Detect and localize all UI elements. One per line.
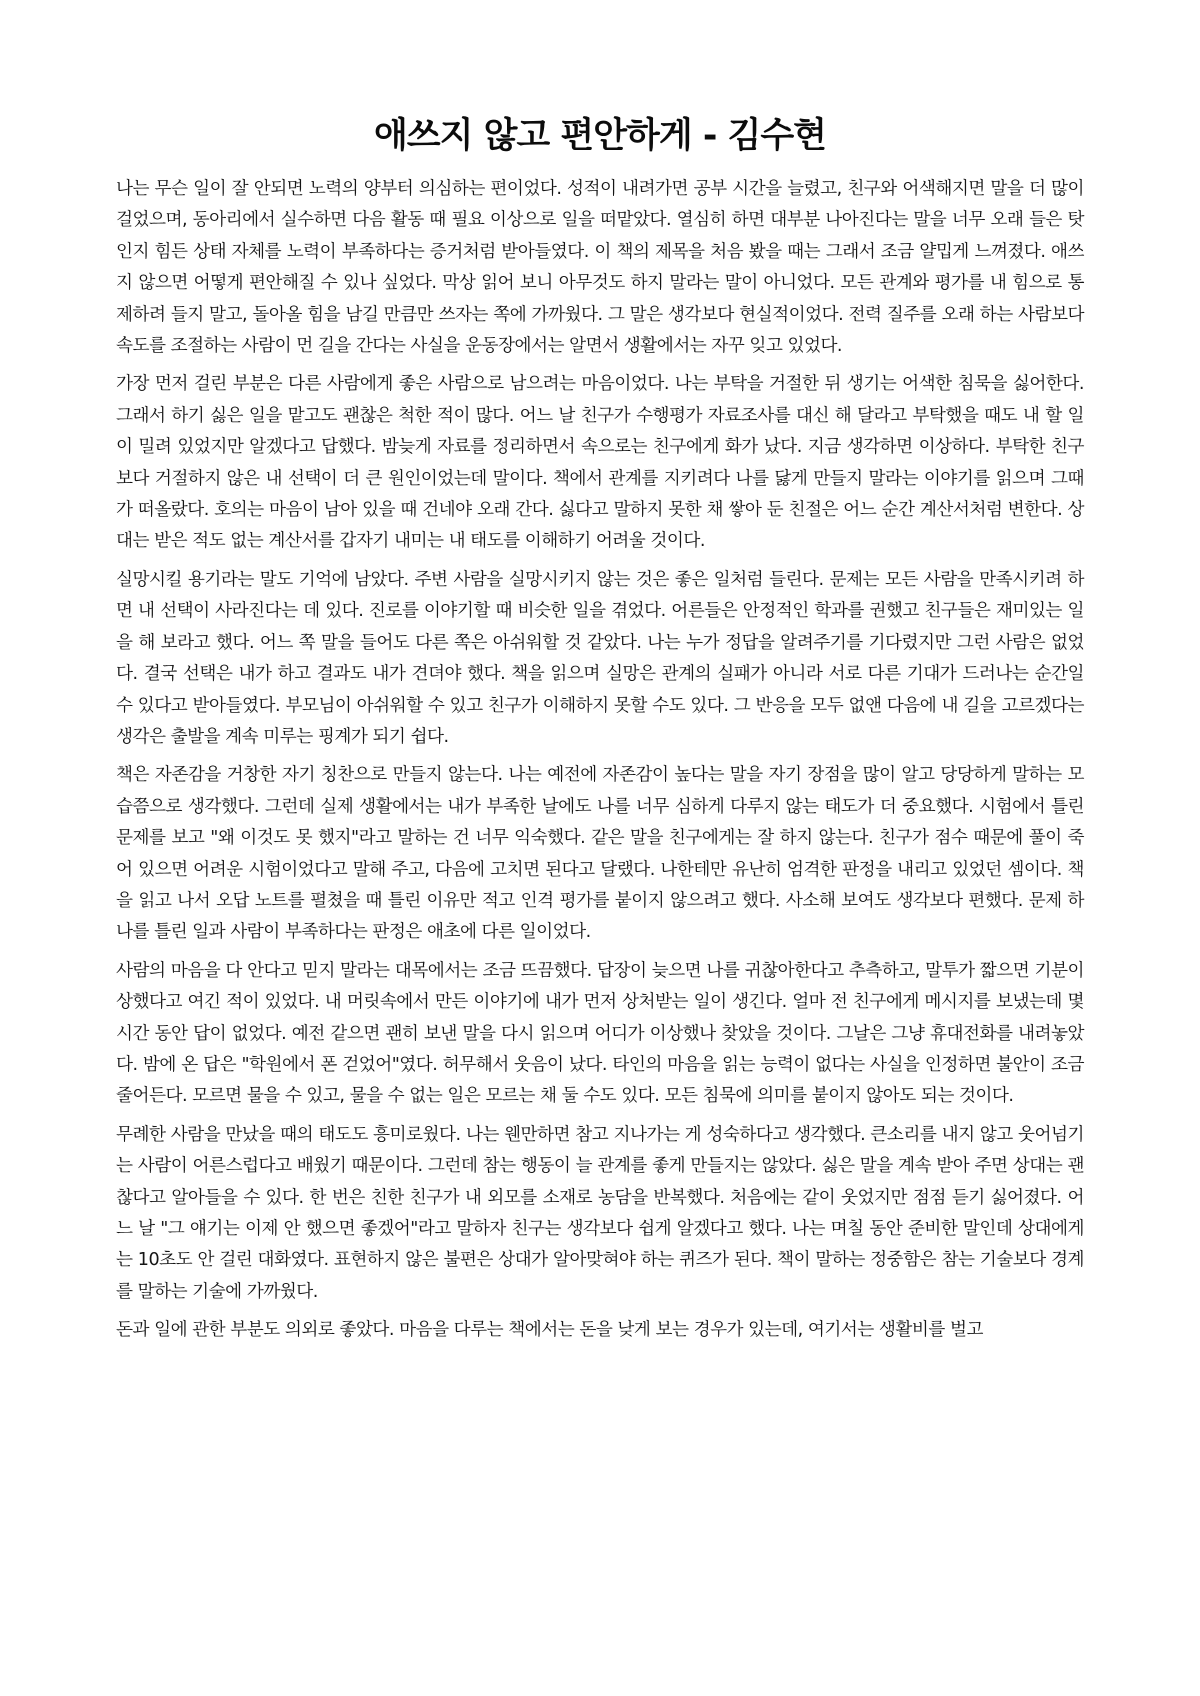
document-title: 애쓰지 않고 편안하게 - 김수현: [374, 116, 826, 156]
body-paragraph: 돈과 일에 관한 부분도 의외로 좋았다. 마음을 다루는 책에서는 돈을 낮게 보는 경우가 있는데, 여기서는 생활비를 벌고: [116, 1320, 983, 1341]
body-paragraph: 나는 무슨 일이 잘 안되면 노력의 양부터 의심하는 편이었다. 성적이 내려가면 공부 시간을 늘렸고, 친구와 어색해지면 말을 더 많이 걸었으며, 동아리에서 실수하면 다음 활동 때 필요 이상으로 일을 떠맡았다. 열심히 하면 대부분 나아진다는 말을 너무 오래 들은 탓인지 힘든 상태 자체를 노력이 부족하다는 증거처럼 받아들였다. 이 책의 제목을 처음 봤을 때는 그래서 조금 얄밉게 느껴졌다. 애쓰지 않으면 어떻게 편안해질 수 있나 싶었다. 막상 읽어 보니 아무것도 하지 말라는 말이 아니었다. 모든 관계와 평가를 내 힘으로 통제하려 들지 말고, 돌아올 힘을 남길 만큼만 쓰자는 쪽에 가까웠다. 그 말은 생각보다 현실적이었다. 전력 질주를 오래 하는 사람보다 속도를 조절하는 사람이 먼 길을 간다는 사실을 운동장에서는 알면서 생활에서는 자꾸 잊고 있었다.: [116, 179, 1084, 357]
body-paragraph: 사람의 마음을 다 안다고 믿지 말라는 대목에서는 조금 뜨끔했다. 답장이 늦으면 나를 귀찮아한다고 추측하고, 말투가 짧으면 기분이 상했다고 여긴 적이 있었다. 내 머릿속에서 만든 이야기에 내가 먼저 상처받는 일이 생긴다. 얼마 전 친구에게 메시지를 보냈는데 몇 시간 동안 답이 없었다. 예전 같으면 괜히 보낸 말을 다시 읽으며 어디가 이상했나 찾았을 것이다. 그날은 그냥 휴대전화를 내려놓았다. 밤에 온 답은 "학원에서 폰 걷었어"였다. 허무해서 웃음이 났다. 타인의 마음을 읽는 능력이 없다는 사실을 인정하면 불안이 조금 줄어든다. 모르면 물을 수 있고, 물을 수 없는 일은 모르는 채 둘 수도 있다. 모든 침묵에 의미를 붙이지 않아도 되는 것이다.: [116, 960, 1084, 1107]
body-paragraph: 실망시킬 용기라는 말도 기억에 남았다. 주변 사람을 실망시키지 않는 것은 좋은 일처럼 들린다. 문제는 모든 사람을 만족시키려 하면 내 선택이 사라진다는 데 있다. 진로를 이야기할 때 비슷한 일을 겪었다. 어른들은 안정적인 학과를 권했고 친구들은 재미있는 일을 해 보라고 했다. 어느 쪽 말을 들어도 다른 쪽은 아쉬워할 것 같았다. 나는 누가 정답을 알려주기를 기다렸지만 그런 사람은 없었다. 결국 선택은 내가 하고 결과도 내가 견뎌야 했다. 책을 읽으며 실망은 관계의 실패가 아니라 서로 다른 기대가 드러나는 순간일 수 있다고 받아들였다. 부모님이 아쉬워할 수 있고 친구가 이해하지 못할 수도 있다. 그 반응을 모두 없앤 다음에 내 길을 고르겠다는 생각은 출발을 계속 미루는 핑계가 되기 쉽다.: [116, 569, 1084, 747]
body-paragraph: 무례한 사람을 만났을 때의 태도도 흥미로웠다. 나는 웬만하면 참고 지나가는 게 성숙하다고 생각했다. 큰소리를 내지 않고 웃어넘기는 사람이 어른스럽다고 배웠기 때문이다. 그런데 참는 행동이 늘 관계를 좋게 만들지는 않았다. 싫은 말을 계속 받아 주면 상대는 괜찮다고 알아들을 수 있다. 한 번은 친한 친구가 내 외모를 소재로 농담을 반복했다. 처음에는 같이 웃었지만 점점 듣기 싫어졌다. 어느 날 "그 얘기는 이제 안 했으면 좋겠어"라고 말하자 친구는 생각보다 쉽게 알겠다고 했다. 나는 며칠 동안 준비한 말인데 상대에게는 10초도 안 걸린 대화였다. 표현하지 않은 불편은 상대가 알아맞혀야 하는 퀴즈가 된다. 책이 말하는 정중함은 참는 기술보다 경계를 말하는 기술에 가까웠다.: [116, 1124, 1084, 1302]
body-paragraph: 책은 자존감을 거창한 자기 칭찬으로 만들지 않는다. 나는 예전에 자존감이 높다는 말을 자기 장점을 많이 알고 당당하게 말하는 모습쯤으로 생각했다. 그런데 실제 생활에서는 내가 부족한 날에도 나를 너무 심하게 다루지 않는 태도가 더 중요했다. 시험에서 틀린 문제를 보고 "왜 이것도 못 했지"라고 말하는 건 너무 익숙했다. 같은 말을 친구에게는 잘 하지 않는다. 친구가 점수 때문에 풀이 죽어 있으면 어려운 시험이었다고 말해 주고, 다음에 고치면 된다고 달랬다. 나한테만 유난히 엄격한 판정을 내리고 있었던 셈이다. 책을 읽고 나서 오답 노트를 펼쳤을 때 틀린 이유만 적고 인격 평가를 붙이지 않으려고 했다. 사소해 보여도 생각보다 편했다. 문제 하나를 틀린 일과 사람이 부족하다는 판정은 애초에 다른 일이었다.: [116, 765, 1084, 943]
body-paragraph: 가장 먼저 걸린 부분은 다른 사람에게 좋은 사람으로 남으려는 마음이었다. 나는 부탁을 거절한 뒤 생기는 어색한 침묵을 싫어한다. 그래서 하기 싫은 일을 맡고도 괜찮은 척한 적이 많다. 어느 날 친구가 수행평가 자료조사를 대신 해 달라고 부탁했을 때도 내 할 일이 밀려 있었지만 알겠다고 답했다. 밤늦게 자료를 정리하면서 속으로는 친구에게 화가 났다. 지금 생각하면 이상하다. 부탁한 친구보다 거절하지 않은 내 선택이 더 큰 원인이었는데 말이다. 책에서 관계를 지키려다 나를 닳게 만들지 말라는 이야기를 읽으며 그때가 떠올랐다. 호의는 마음이 남아 있을 때 건네야 오래 간다. 싫다고 말하지 못한 채 쌓아 둔 친절은 어느 순간 계산서처럼 변한다. 상대는 받은 적도 없는 계산서를 갑자기 내미는 내 태도를 이해하기 어려울 것이다.: [116, 374, 1085, 552]
document-page: [116, 112, 1084, 1354]
